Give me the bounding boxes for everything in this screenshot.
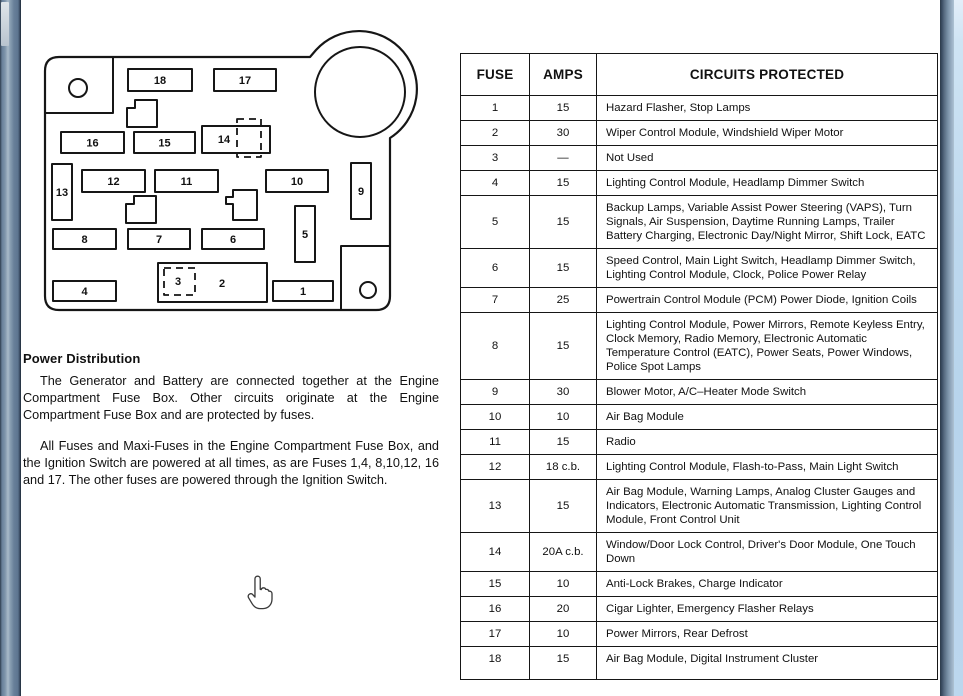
table-row (461, 480, 938, 533)
cell-circuits: Window/Door Lock Control, Driver's Door Module, One Touch Down (597, 533, 938, 572)
cell-fuse: 7 (461, 288, 530, 313)
table-row (461, 96, 938, 121)
column-header-fuse: FUSE (461, 54, 530, 96)
relay-shape-center (226, 190, 257, 220)
cell-fuse: 2 (461, 121, 530, 146)
relay-shape-mid (126, 196, 156, 223)
cell-fuse: 8 (461, 313, 530, 380)
cell-amps: 10 (530, 572, 597, 597)
cell-circuits: Cigar Lighter, Emergency Flasher Relays (597, 597, 938, 622)
section-paragraph: The Generator and Battery are connected together at the Engine Compartment Fuse Box. Other circuits originate at the Engine Compartment Fuse Box and are protected by fuses. (23, 374, 439, 422)
table-row (461, 533, 938, 572)
cell-circuits: Radio (597, 430, 938, 455)
cell-fuse: 16 (461, 597, 530, 622)
fuse-label: 16 (86, 137, 99, 150)
fuse-label: 5 (301, 229, 309, 241)
cell-amps: 20A c.b. (530, 533, 597, 572)
fuse-label: 17 (238, 75, 252, 87)
right-window-edge (954, 0, 963, 696)
cell-amps: 30 (530, 380, 597, 405)
fuse-label: 2 (218, 278, 226, 290)
fuse-label: 11 (180, 176, 193, 188)
table-row (461, 622, 938, 647)
table-row (461, 405, 938, 430)
table-row (461, 380, 938, 405)
relay-shape-top (127, 100, 157, 127)
cell-amps: 18 c.b. (530, 455, 597, 480)
cell-amps: 15 (530, 96, 597, 121)
cell-amps: 15 (530, 647, 597, 680)
fuse-slot-14 (202, 126, 270, 153)
fuse-label: 3 (174, 276, 182, 288)
fuse-box-diagram (0, 0, 460, 340)
table-row (461, 313, 938, 380)
left-edge-highlight (1, 2, 9, 46)
cell-amps: 15 (530, 430, 597, 455)
cell-amps: 30 (530, 121, 597, 146)
fuse-label: 8 (81, 234, 88, 246)
cell-fuse: 18 (461, 647, 530, 680)
fuse-label: 18 (153, 75, 167, 87)
cell-amps: 10 (530, 622, 597, 647)
cell-fuse: 12 (461, 455, 530, 480)
cell-circuits: Backup Lamps, Variable Assist Power Steering (VAPS), Turn Signals, Air Suspension, Daytime Running Lamps, Trailer Battery Charging, Electronic Day/Night Mirror, Shift Lock, EATC (597, 196, 938, 249)
cell-circuits: Lighting Control Module, Power Mirrors, Remote Keyless Entry, Clock Memory, Radio Memory, Electronic Automatic Temperature Control (EATC), Power Seats, Power Windows, Police Spot Lamps (597, 313, 938, 380)
fuse-label: 10 (290, 176, 304, 188)
round-cap (315, 47, 405, 137)
fuse-table (460, 53, 938, 680)
cell-fuse: 13 (461, 480, 530, 533)
right-scrollbar[interactable] (940, 0, 954, 696)
fuse-label: 6 (229, 234, 237, 246)
fuse-label: 4 (81, 286, 88, 298)
mount-hole-bottom (360, 282, 376, 298)
table-header-row (461, 54, 938, 96)
cell-circuits: Power Mirrors, Rear Defrost (597, 622, 938, 647)
cell-circuits: Hazard Flasher, Stop Lamps (597, 96, 938, 121)
cell-amps: 15 (530, 249, 597, 288)
cell-amps: 10 (530, 405, 597, 430)
fuse-label: 1 (299, 286, 307, 298)
cell-circuits: Air Bag Module, Digital Instrument Cluster (597, 647, 938, 680)
table-row (461, 647, 938, 680)
table-row (461, 430, 938, 455)
cell-circuits: Air Bag Module (597, 405, 938, 430)
cell-fuse: 17 (461, 622, 530, 647)
fuse-label: 7 (155, 234, 163, 246)
fuse-label: 12 (107, 176, 120, 188)
section-heading: Power Distribution (23, 351, 141, 366)
table-row (461, 171, 938, 196)
table-row (461, 121, 938, 146)
cell-circuits: Air Bag Module, Warning Lamps, Analog Cluster Gauges and Indicators, Electronic Automatic Transmission, Lighting Control Module, Front Control Unit (597, 480, 938, 533)
cell-amps: 20 (530, 597, 597, 622)
cell-circuits: Not Used (597, 146, 938, 171)
cell-circuits: Speed Control, Main Light Switch, Headlamp Dimmer Switch, Lighting Control Module, Clock, Police Power Relay (597, 249, 938, 288)
cell-fuse: 3 (461, 146, 530, 171)
cell-circuits: Lighting Control Module, Flash-to-Pass, Main Light Switch (597, 455, 938, 480)
fuse-label: 15 (158, 137, 171, 150)
table-row (461, 455, 938, 480)
mount-hole-top (69, 79, 87, 97)
cell-fuse: 10 (461, 405, 530, 430)
power-distribution-section (23, 351, 439, 489)
cell-circuits: Powertrain Control Module (PCM) Power Diode, Ignition Coils (597, 288, 938, 313)
cell-circuits: Lighting Control Module, Headlamp Dimmer Switch (597, 171, 938, 196)
cell-amps: 15 (530, 480, 597, 533)
fuse-table-body (461, 96, 938, 680)
table-row (461, 597, 938, 622)
table-row (461, 146, 938, 171)
cell-fuse: 15 (461, 572, 530, 597)
table-row (461, 288, 938, 313)
fuse-slot-14-dashed (237, 119, 261, 157)
cell-circuits: Wiper Control Module, Windshield Wiper Motor (597, 121, 938, 146)
cell-amps: 15 (530, 313, 597, 380)
cell-amps: 25 (530, 288, 597, 313)
cell-fuse: 11 (461, 430, 530, 455)
cell-fuse: 9 (461, 380, 530, 405)
cell-fuse: 1 (461, 96, 530, 121)
column-header-circuits: CIRCUITS PROTECTED (597, 54, 938, 96)
cell-fuse: 5 (461, 196, 530, 249)
cell-fuse: 4 (461, 171, 530, 196)
cell-fuse: 14 (461, 533, 530, 572)
column-header-amps: AMPS (530, 54, 597, 96)
table-row (461, 249, 938, 288)
section-paragraph: All Fuses and Maxi-Fuses in the Engine Compartment Fuse Box, and the Ignition Switch are powered at all times, as are Fuses 1,4, 8,10,12, 16 and 17. The other fuses are powered through the Ignition Switch. (23, 439, 439, 487)
cell-amps: 15 (530, 171, 597, 196)
cell-fuse: 6 (461, 249, 530, 288)
fuse-label: 9 (357, 186, 365, 198)
fuse-label: 14 (217, 134, 231, 146)
left-window-edge (0, 0, 21, 696)
cell-amps: — (530, 146, 597, 171)
table-row (461, 196, 938, 249)
cell-amps: 15 (530, 196, 597, 249)
fuse-label: 13 (55, 187, 69, 199)
cell-circuits: Anti-Lock Brakes, Charge Indicator (597, 572, 938, 597)
cell-circuits: Blower Motor, A/C–Heater Mode Switch (597, 380, 938, 405)
table-row (461, 572, 938, 597)
